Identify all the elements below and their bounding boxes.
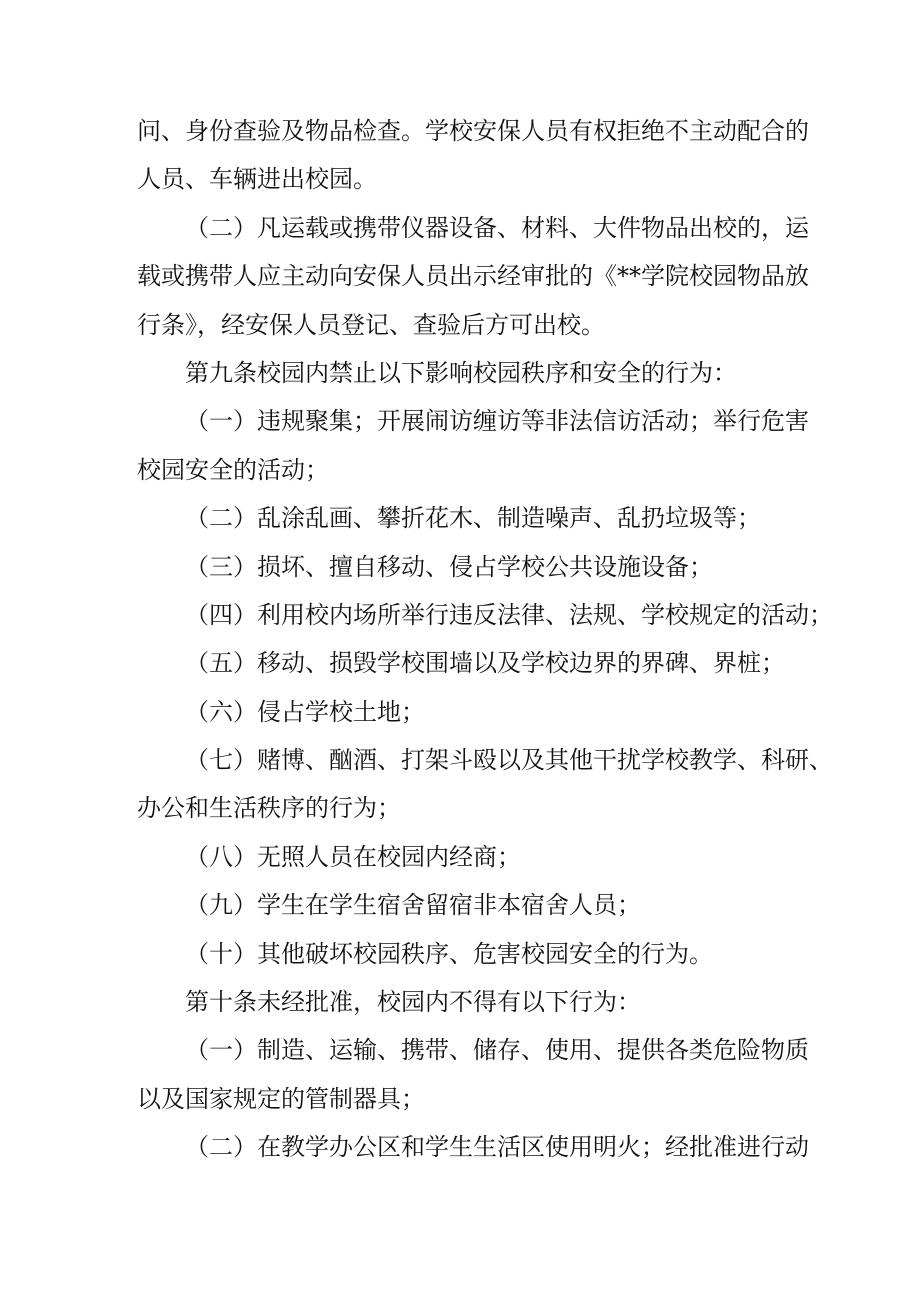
text-line-13: （六）侵占学校土地；: [185, 697, 425, 726]
text-line-11: （四）利用校内场所举行违反法律、法规、学校规定的活动；: [185, 600, 833, 629]
document-body: [137, 107, 833, 1172]
text-line-9: （二）乱涂乱画、攀折花木、制造噪声、乱扔垃圾等；: [185, 504, 761, 533]
text-line-1: 问、身份查验及物品检查。学校安保人员有权拒绝不主动配合的: [137, 117, 809, 145]
text-line-7: （一）违规聚集；开展闹访缠访等非法信访活动；举行危害: [185, 407, 809, 436]
text-line-15: 办公和生活秩序的行为；: [137, 794, 401, 823]
article-9-heading: 第九条校园内禁止以下影响校园秩序和安全的行为：: [185, 358, 737, 387]
text-line-3: （二）凡运载或携带仪器设备、材料、大件物品出校的，运: [185, 213, 809, 242]
text-line-4: 载或携带人应主动向安保人员出示经审批的《**学院校园物品放: [137, 262, 809, 291]
text-line-20: （一）制造、运输、携带、储存、使用、提供各类危险物质: [185, 1036, 809, 1065]
text-line-10: （三）损坏、擅自移动、侵占学校公共设施设备；: [185, 552, 713, 581]
text-line-2: 人员、车辆进出校园。: [137, 165, 377, 194]
text-line-5: 行条》，经安保人员登记、查验后方可出校。: [137, 310, 605, 339]
article-10-heading: 第十条未经批准，校园内不得有以下行为：: [185, 988, 641, 1017]
text-line-18: （十）其他破坏校园秩序、危害校园安全的行为。: [185, 939, 713, 968]
text-line-17: （九）学生在学生宿舍留宿非本宿舍人员；: [185, 891, 641, 920]
text-line-14: （七）赌博、酗酒、打架斗殴以及其他干扰学校教学、科研、: [185, 746, 833, 775]
text-line-22: （二）在教学办公区和学生生活区使用明火；经批准进行动: [185, 1133, 809, 1162]
text-line-16: （八）无照人员在校园内经商；: [185, 842, 521, 871]
text-line-12: （五）移动、损毁学校围墙以及学校边界的界碑、界桩；: [185, 649, 785, 678]
text-line-21: 以及国家规定的管制器具；: [137, 1084, 425, 1113]
text-line-8: 校园安全的活动；: [137, 455, 329, 484]
